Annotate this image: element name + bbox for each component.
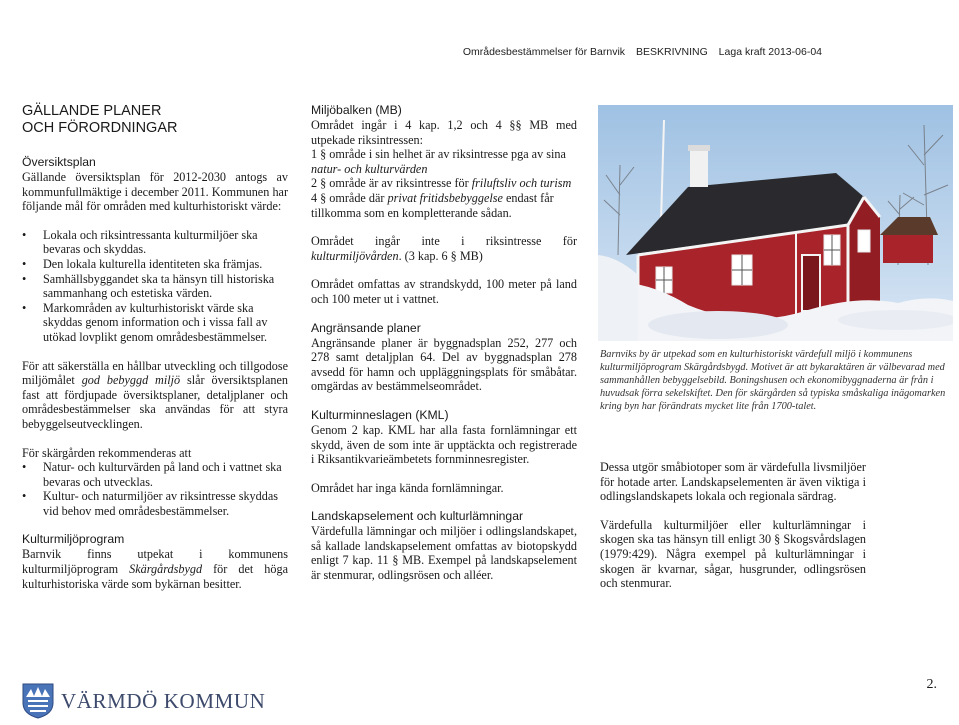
- heritage-law-heading: Kulturminneslagen (KML): [311, 407, 449, 422]
- header-doc-title: Områdesbestämmelser för Barnvik: [462, 46, 626, 58]
- column-left: [22, 103, 288, 591]
- archipelago-list: [22, 460, 288, 518]
- page-header: [463, 45, 822, 60]
- sustainability-paragraph: För att säkerställa en hållbar utveckling och tillgodose miljömålet god bebyggd miljö slår översiktsplanen fast att fördjupade översiktsplaner, detaljplaner och områdesbestämmelser ska användas för att styra bebyggelseutvecklingen.: [22, 358, 289, 431]
- page-number: 2.: [926, 677, 937, 692]
- goals-list: [22, 228, 288, 345]
- environmental-code-line2: 2 § område är av riksintresse för friluftsliv och turism: [311, 176, 572, 191]
- list-item: • Markområden av kulturhistoriskt värde ska skyddas genom information och i vissa fall av utökad lovplikt genom områdesbestämmelser.: [22, 301, 288, 345]
- list-item: • Den lokala kulturella identiteten ska främjas.: [22, 257, 288, 272]
- municipality-logo: [22, 683, 265, 719]
- column-middle: [311, 103, 577, 583]
- overview-plan-text: Gällande översiktsplan för 2012-2030 antogs av kommunfullmäktige i december 2011. Kommunen har följande mål för områden med kulturhistoriskt värde:: [22, 170, 288, 214]
- heritage-law-text2: Området har inga kända fornlämningar.: [311, 480, 504, 495]
- cultural-program-heading: Kulturmiljöprogram: [22, 532, 125, 547]
- overview-plan-heading: Översiktsplan: [22, 155, 96, 169]
- page-title: GÄLLANDE PLANER OCH FÖRORDNINGAR: [22, 103, 178, 136]
- adjacent-plans-text: Angränsande planer är byggnadsplan 252, 277 och 278 samt detaljplan 64. Del av byggnadsplan 278 avsedd för hamn och uppläggningsplats för småbåtar. omgärdas av bestämmelseområdet.: [311, 335, 577, 394]
- environmental-code-line3: 4 § område där privat fritidsbebyggelse endast får tillkomma som en kompletterande sådan.: [311, 190, 554, 220]
- coat-of-arms-icon: [22, 683, 54, 719]
- cultural-interest-note: Området ingår inte i riksintresse för kulturmiljövården. (3 kap. 6 § MB): [311, 234, 577, 263]
- archipelago-intro: För skärgården rekommenderas att: [22, 445, 192, 460]
- cultural-program-text: Barnvik finns utpekat i kommunens kulturmiljöprogram Skärgårdsbygd för det höga kulturhistoriska värde som bykärnan besitter.: [22, 547, 288, 591]
- adjacent-plans-heading: Angränsande planer: [311, 320, 421, 335]
- heritage-law-text: Genom 2 kap. KML har alla fasta fornlämningar ett skydd, även de som inte är upptäckta och registrerade i Riksantikvarieämbetets fornminnesregister.: [311, 422, 577, 467]
- landscape-elements-heading: Landskapselement och kulturlämningar: [311, 509, 524, 524]
- logo-text: VÄRMDÖ KOMMUN: [61, 688, 266, 713]
- biotope-paragraph: Dessa utgör småbiotoper som är värdefulla livsmiljöer för hotade arter. Landskapselementen är även viktiga i odlingslandskapets lokala och regionala särdrag.: [600, 460, 866, 504]
- red-house-photo: [598, 105, 953, 341]
- header-status: Laga kraft 2013-06-04: [718, 46, 822, 58]
- environmental-code-intro: Området ingår i 4 kap. 1,2 och 4 §§ MB med utpekade riksintressen:: [311, 118, 577, 147]
- list-item: • Samhällsbyggandet ska ta hänsyn till historiska sammanhang och estetiska värden.: [22, 272, 288, 301]
- list-item: • Natur- och kulturvärden på land och i vattnet ska bevaras och utvecklas.: [22, 460, 288, 489]
- column-right: [600, 103, 955, 591]
- environmental-code-line1: 1 § område i sin helhet är av riksintresse pga av sina natur- och kulturvärden: [311, 147, 566, 176]
- list-item: • Lokala och riksintressanta kulturmiljöer ska bevaras och skyddas.: [22, 228, 288, 257]
- header-section: BESKRIVNING: [635, 46, 708, 58]
- environmental-code-heading: Miljöbalken (MB): [311, 103, 402, 117]
- shore-protection-text: Området omfattas av strandskydd, 100 meter på land och 100 meter ut i vattnet.: [311, 277, 577, 306]
- list-item: • Kultur- och naturmiljöer av riksintresse skyddas vid behov med områdesbestämmelser.: [22, 489, 288, 518]
- photo-caption: Barnviks by är utpekad som en kulturhistoriskt värdefull miljö i kommunens kulturmiljöprogram Skärgårdsbygd. Motivet är att bykaraktären är välbevarad med sammanhållen bebyggelsebild. Boningshusen och ekonomibyggnaderna är från i huvudsak förra sekelskiftet. Den för skärgården så typiska småskaliga inägomarken kring byn har förändrats mycket lite från 1700-talet.: [600, 349, 946, 412]
- landscape-elements-text: Värdefulla lämningar och miljöer i odlingslandskapet, så kallade landskapselement omfattas av biotopskydd enligt 7 kap. 11 § MB. Exempel på landskapselement är stenmurar, odlingsrösen och alléer.: [311, 524, 577, 583]
- forest-paragraph: Värdefulla kulturmiljöer eller kulturlämningar i skogen ska tas hänsyn till enligt 30 § Skogsvårdslagen (1979:429). Några exempel på kulturlämningar i skogen är kvarnar, sågar, husgrunder, odlingsrösen och stenmurar.: [600, 517, 866, 591]
